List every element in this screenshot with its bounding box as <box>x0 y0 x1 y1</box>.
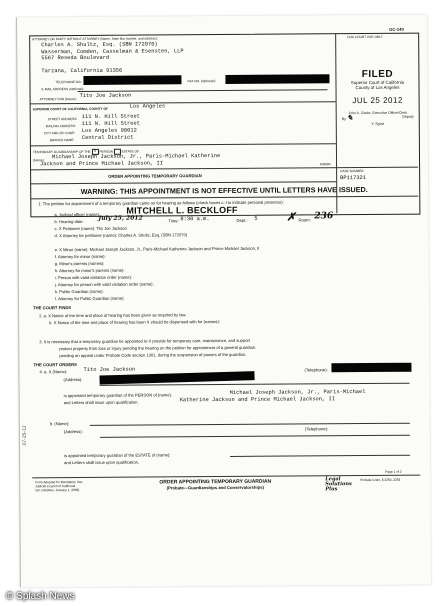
court-street: 111 N. Hill Street <box>81 113 140 120</box>
footer-title: ORDER APPOINTING TEMPORARY GUARDIAN <box>159 478 272 486</box>
item3-line2: protect property from loss or injury pending the hearing on the petition for appointment of a general guardian. <box>59 344 257 352</box>
case-number-label: CASE NUMBER: <box>340 169 365 174</box>
margin-stamp: 07-25-12 <box>21 425 29 446</box>
time-label: Time: <box>168 218 179 224</box>
minor-label: MINOR <box>320 162 331 167</box>
item1-g: g. Minor's parents (names): <box>54 260 105 267</box>
item4-appointed-names-1: Michael Joseph Jackson, Jr., Paris-Michael <box>229 389 366 396</box>
court-document <box>16 15 431 588</box>
room-checkmark: ✗ <box>286 210 296 224</box>
stamp-date: JUL 25 2012 <box>352 95 403 106</box>
court-county: Los Angeles <box>129 103 166 110</box>
page-number: Page 1 of 2 <box>385 469 402 474</box>
item4-b-address: (Address): <box>63 428 83 435</box>
hearing-date: July 25, 2012 <box>98 214 143 222</box>
order-title: ORDER APPOINTING TEMPORARY GUARDIAN <box>108 173 202 179</box>
item1-intro: 1. The petition for appointment of a temporary guardian came on for hearing as follows (check boxes c–l to indicate personal presence): <box>38 199 284 207</box>
item3-line3: pending an appeal under Probate Code section 1301. during the suspension of powers of the guardian. <box>59 351 247 359</box>
mailing-label: MAILING ADDRESS: <box>45 124 76 129</box>
person-checkbox[interactable]: X <box>92 149 99 155</box>
item4-estate-1: is appointed temporary guardian of the ESTATE of (name): <box>64 452 171 459</box>
form-adopted-1: Form Adopted for Mandatory Use <box>35 479 83 485</box>
item4-appointed-2: and Letters shall issue upon qualification. <box>63 399 139 406</box>
attorney-for: Tito Joe Jackson <box>79 92 132 99</box>
judge-name: MITCHELL L. BECKLOFF <box>126 204 238 216</box>
attorney-name: Charles A. Shultz, Esq. (SBN 172070) <box>41 41 158 49</box>
minor-names-1: Michael Joseph Jackson, Jr., Paris-Michael Katherine <box>51 153 221 161</box>
stamp-filed: FILED <box>361 68 394 81</box>
court-header-label: SUPERIOR COURT OF CALIFORNIA, COUNTY OF <box>32 106 108 112</box>
attorney-block <box>41 41 184 74</box>
item4-a-label: 4. a. X (Name): <box>39 369 68 375</box>
item4-b-label: b. (Name): <box>49 421 70 427</box>
estate-label: ESTATE <box>121 149 134 154</box>
dept-value: 5 <box>254 215 258 222</box>
attorney-for-label: ATTORNEY FOR (Name): <box>39 97 77 102</box>
item4-telephone-label: (Telephone): <box>304 367 328 373</box>
item1-l: l. Attorney for Public Guardian (name): <box>54 295 125 302</box>
item1-d: d. X Attorney for petitioner (name): Charles A. Shultz, Esq. (SBN 172070) <box>54 232 188 239</box>
telephone-label: TELEPHONE NO.: <box>55 79 83 85</box>
form-id: GC-140 <box>389 26 404 32</box>
item1-f: f. Attorney for minor (name): <box>54 253 106 260</box>
item1-judge-label: a. Judicial officer (name): <box>54 211 101 218</box>
item2-b: b. X Notice of the time and place of hearing has been X should be dispensed with for (names): <box>49 319 220 326</box>
item1-k: k. Public Guardian (name): <box>54 288 104 295</box>
attorney-header: ATTORNEY OR PARTY WITHOUT ATTORNEY (Name, State Bar number, and address): <box>32 36 158 42</box>
room-label: Room: <box>298 217 311 223</box>
court-use-header: FOR COURT USE ONLY <box>347 34 383 40</box>
court-mailing: 111 N. Hill Street <box>81 120 141 127</box>
attorney-street: 5567 Reseda Boulevard <box>41 54 110 62</box>
item4-appointed-names-2: Katherine Jackson and Prince Michael Jackson, II <box>179 396 335 404</box>
dept-label: Dept.: <box>236 217 248 223</box>
item4-b-telephone: (Telephone): <box>304 426 329 432</box>
redaction-telephone <box>83 75 181 85</box>
form-adopted-3: GC-140 [Rev. January 1, 2009] <box>35 488 80 493</box>
item4-a-name: Tito Joe Jackson <box>83 366 136 373</box>
of-label: OF <box>134 149 139 154</box>
court-city: Los Angeles 90012 <box>81 127 137 134</box>
item3-line1: 3. It is necessary that a temporary guardian be appointed to X provide for temporary care, maintenance, and support <box>39 337 251 345</box>
publisher-logo: Legal Solutions Plus <box>325 476 352 493</box>
stamp-by: By <box>341 117 346 122</box>
stamp-court-2: County of Los Angeles <box>355 84 400 91</box>
footer-subtitle: (Probate—Guardianships and Conservatorships) <box>166 484 264 491</box>
stamp-signature: ✎ <box>346 113 353 123</box>
item4-address-label: (Address): <box>63 376 83 383</box>
hearing-time: 8:30 a.m. <box>180 216 210 223</box>
item4-estate-2: and Letters shall issue upon qualification. <box>64 459 140 466</box>
form-adopted <box>35 480 82 492</box>
city-label: CITY AND ZIP CODE: <box>43 131 76 136</box>
item4-appointed-1: is appointed temporary guardian of the PERSON of (name): <box>63 392 172 399</box>
minor-names-2: Jackson and Prince Michael Jackson, II <box>40 160 163 168</box>
item2-a: 2. a. X Notice of the time and place of hearing has been given as required by law. <box>39 312 187 319</box>
stamp-officer: John A. Clarke, Executive Officer/Clerk <box>348 110 407 116</box>
stamp-signer: Y. Sgovi <box>371 121 385 126</box>
orders-header: THE COURT ORDERS <box>33 362 77 368</box>
attorney-city: Tarzana, California 91356 <box>41 67 123 75</box>
fax-label: FAX NO. (Optional): <box>187 79 216 84</box>
filed-stamp <box>339 69 415 127</box>
warning-banner: WARNING: THIS APPOINTMENT IS NOT EFFECTIVE UNTIL LETTERS HAVE ISSUED. <box>80 184 368 196</box>
guardianship-name-label: (Name): <box>32 158 45 163</box>
hearing-date-label: b. Hearing date: <box>54 218 84 225</box>
street-label: STREET ADDRESS: <box>47 117 78 122</box>
redaction-fax <box>225 74 329 84</box>
case-number: BP117321 <box>340 175 367 182</box>
guardianship-of: TEMPORARY GUARDIANSHIP OF THE <box>32 149 91 155</box>
item1-c: c. X Petitioner (name): Tito Joe Jackson <box>54 225 127 232</box>
email-label: E-MAIL ADDRESS (Optional): <box>41 86 84 92</box>
item1-e: e. X Minor (name): Michael Joseph Jackson, Jr., Paris-Michael Katherine Jackson and Prince Michael Jackson, II <box>54 245 260 253</box>
form-adopted-2: Judicial Council of California <box>35 484 76 489</box>
probate-code: Probate Code, § 2250–2254 <box>360 477 401 483</box>
finds-header: THE COURT FINDS <box>33 305 72 311</box>
branch-label: BRANCH NAME: <box>49 138 75 143</box>
item1-i: i. Person with valid visitation order (name): <box>54 274 132 281</box>
watermark: © Splash News <box>6 591 75 602</box>
item1-h: h. Attorney for minor's parents (name): <box>54 267 125 274</box>
item1-j: j. Attorney for person with valid visitation order (name): <box>54 281 154 288</box>
stamp-deputy: Deputy <box>402 114 414 119</box>
room-value: 236 <box>314 211 334 222</box>
attorney-firm: Wasserman, Comden, Casselman & Esensten, LLP <box>41 47 184 55</box>
person-label: PERSON <box>99 149 113 154</box>
redaction-telephone-2 <box>331 363 411 373</box>
court-branch: Central District <box>81 134 134 141</box>
stamp-court-1: Superior Court of California <box>350 79 405 86</box>
